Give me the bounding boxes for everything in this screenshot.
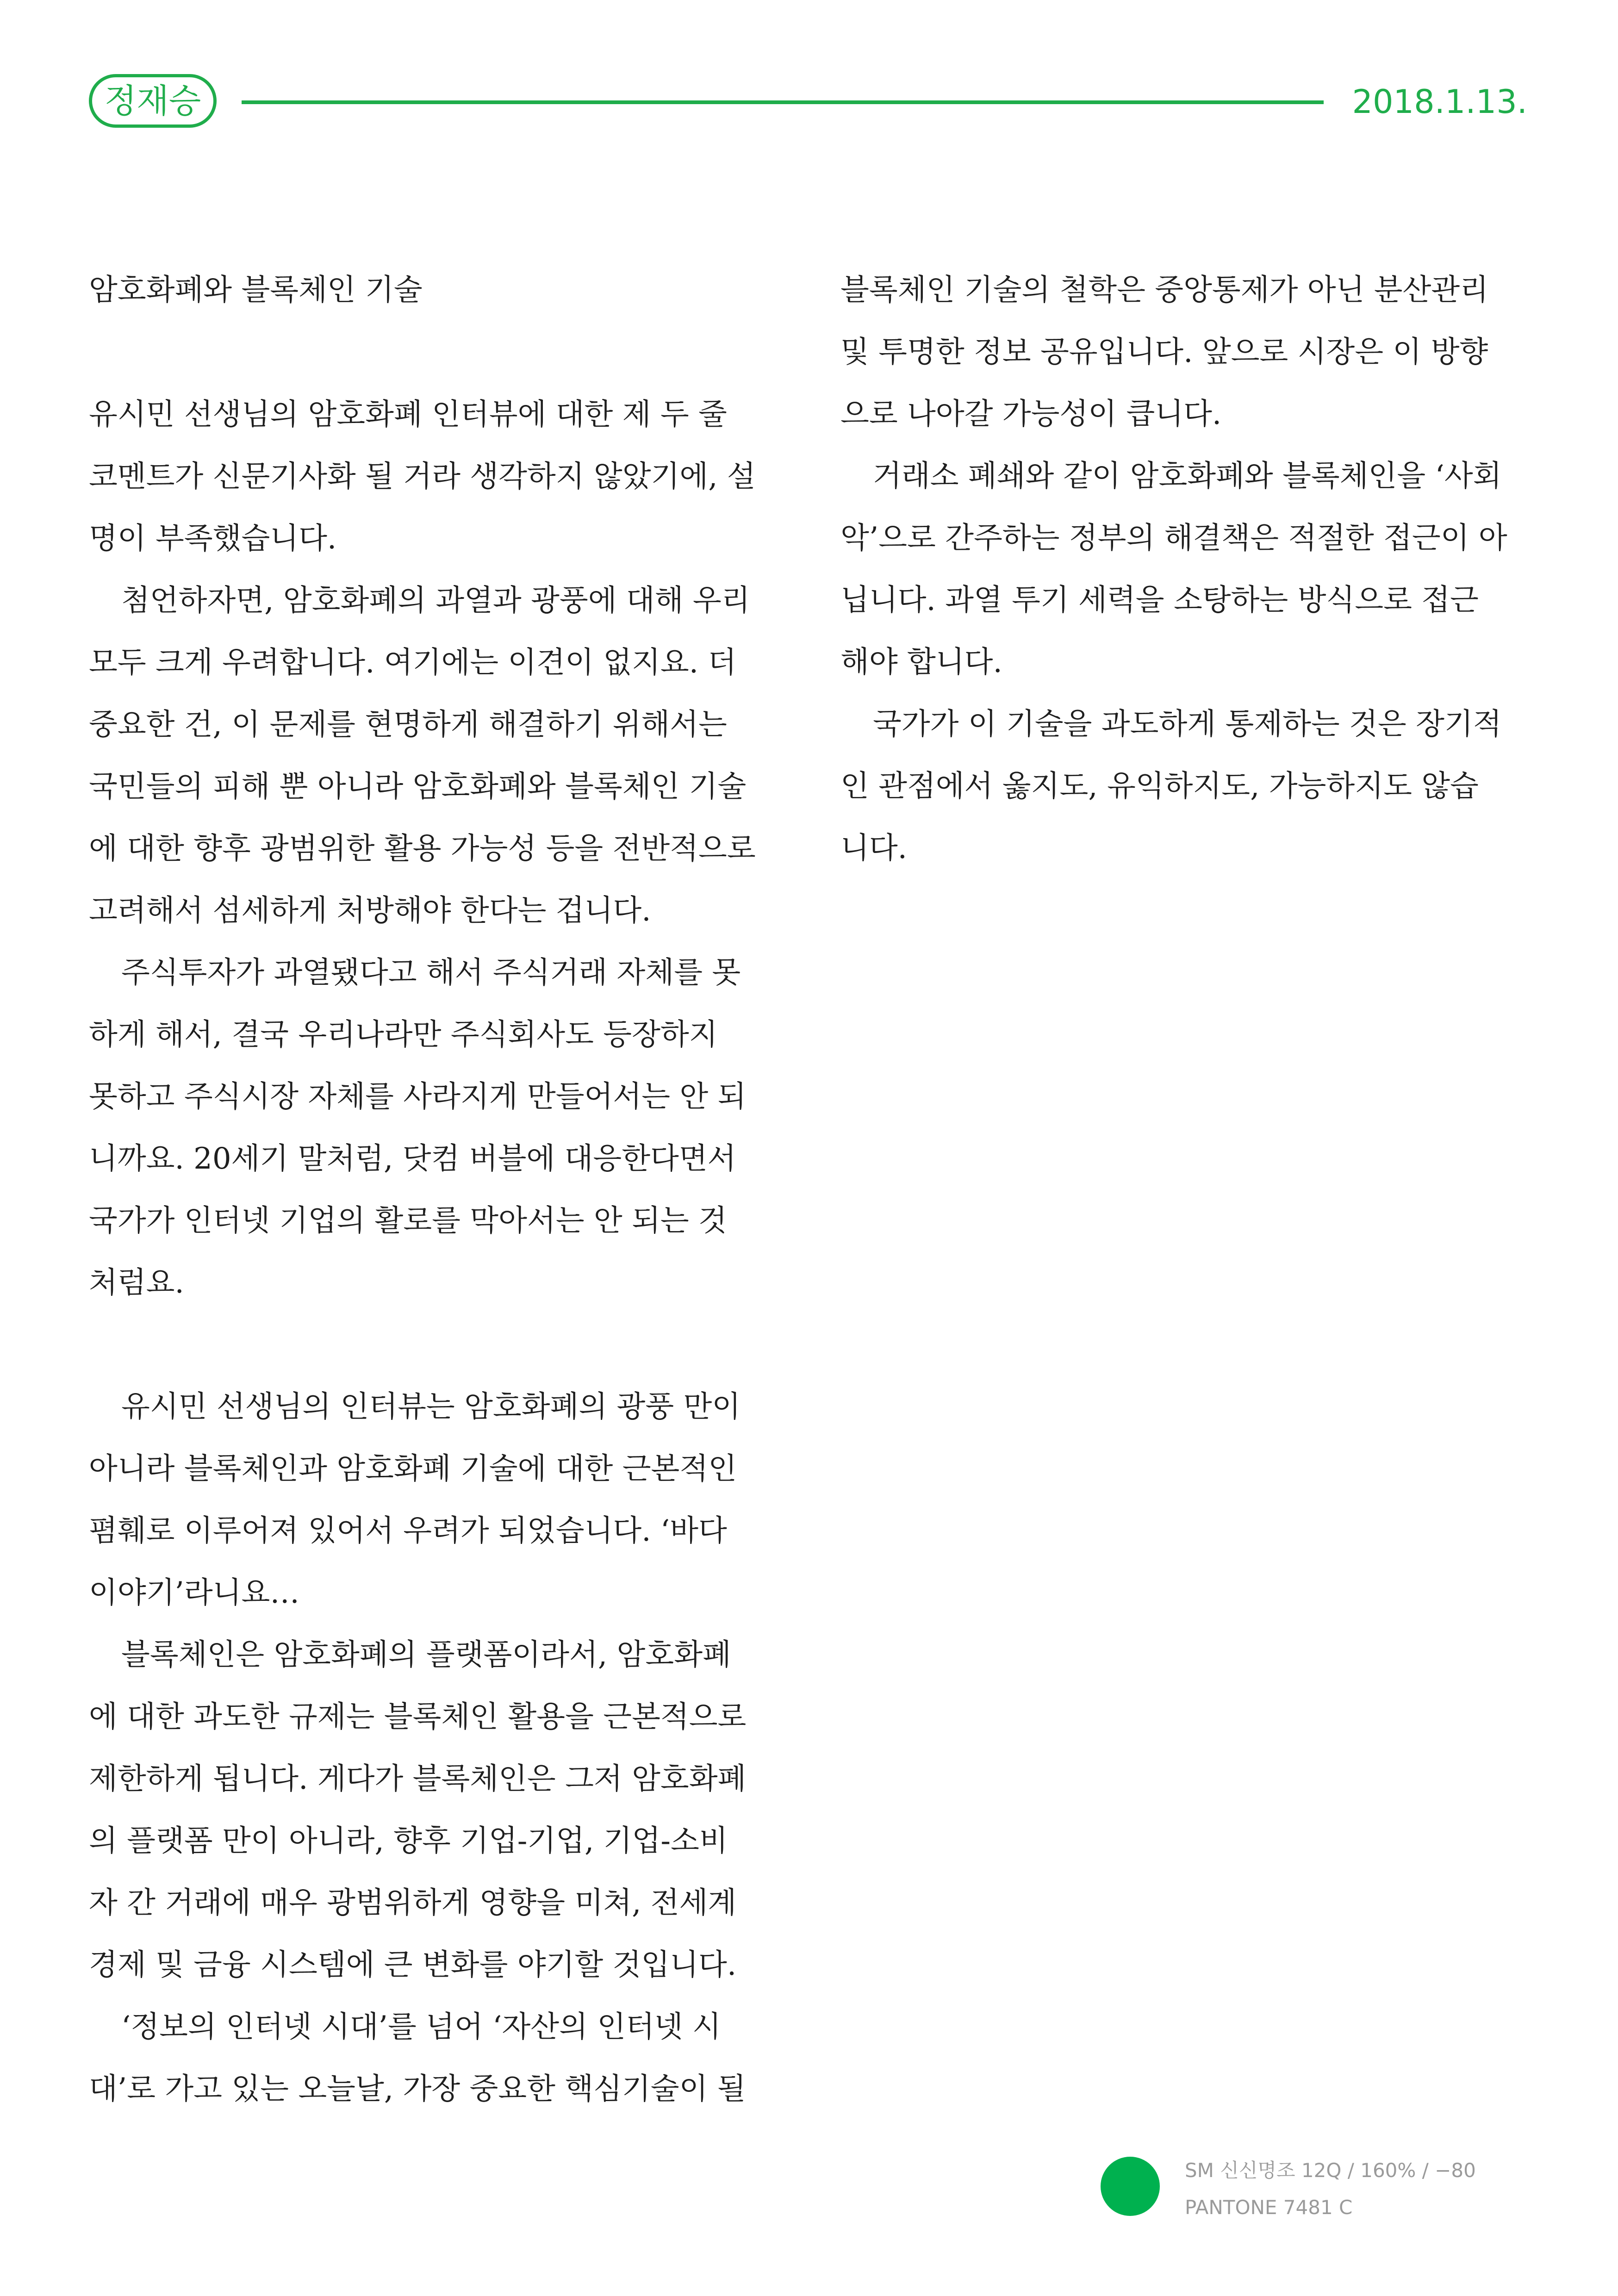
text-line: 하게 해서, 결국 우리나라만 주식회사도 등장하지 — [89, 1018, 718, 1052]
left-column — [89, 259, 789, 2120]
text-line: 폄훼로 이루어져 있어서 우려가 되었습니다. ‘바다 — [89, 1514, 727, 1548]
pantone-color-swatch — [1101, 2157, 1160, 2216]
text-line: 의 플랫폼 만이 아니라, 향후 기업-기업, 기업-소비 — [89, 1824, 728, 1858]
author-name: 정재승 — [104, 81, 201, 120]
text-line: 블록체인은 암호화폐의 플랫폼이라서, 암호화폐 — [121, 1638, 731, 1672]
text-line: 니까요. 20세기 말처럼, 닷컴 버블에 대응한다면서 — [89, 1142, 736, 1176]
header-divider — [242, 100, 1324, 104]
text-line: 경제 및 금융 시스템에 큰 변화를 야기할 것입니다. — [89, 1948, 737, 1982]
text-line: ‘정보의 인터넷 시대’를 넘어 ‘자산의 인터넷 시 — [121, 2010, 721, 2044]
text-line: 못하고 주식시장 자체를 사라지게 만들어서는 안 되 — [89, 1080, 747, 1114]
text-line: 닙니다. 과열 투기 세력을 소탕하는 방식으로 접근 — [840, 583, 1479, 617]
font-spec-caption: SM 신신명조 12Q / 160% / −80 — [1185, 2159, 1476, 2182]
text-line: 아니라 블록체인과 암호화폐 기술에 대한 근본적인 — [89, 1452, 737, 1486]
text-line: 에 대한 과도한 규제는 블록체인 활용을 근본적으로 — [89, 1700, 747, 1734]
right-column — [840, 259, 1530, 879]
text-line: 국가가 인터넷 기업의 활로를 막아서는 안 되는 것 — [89, 1204, 727, 1238]
text-line: 중요한 건, 이 문제를 현명하게 해결하기 위해서는 — [89, 708, 727, 742]
text-line: 니다. — [840, 831, 907, 865]
text-line: 자 간 거래에 매우 광범위하게 영향을 미쳐, 전세계 — [89, 1886, 737, 1920]
title-spacer — [89, 321, 789, 384]
author-badge — [89, 74, 217, 128]
text-line: 코멘트가 신문기사화 될 거라 생각하지 않았기에, 설 — [89, 460, 756, 494]
text-line: 첨언하자면, 암호화폐의 과열과 광풍에 대해 우리 — [121, 584, 750, 618]
text-line: 이야기’라니요… — [89, 1576, 300, 1610]
text-line: 에 대한 향후 광범위한 활용 가능성 등을 전반적으로 — [89, 832, 756, 866]
text-line: 고려해서 섬세하게 처방해야 한다는 겁니다. — [89, 894, 651, 928]
text-line: 으로 나아갈 가능성이 큽니다. — [840, 397, 1222, 431]
text-line: 인 관점에서 옳지도, 유익하지도, 가능하지도 않습 — [840, 769, 1479, 803]
text-line: 블록체인 기술의 철학은 중앙통제가 아닌 분산관리 — [840, 273, 1489, 307]
text-line: 해야 합니다. — [840, 645, 1002, 679]
date: 2018.1.13. — [1352, 83, 1527, 121]
text-line: 악’으로 간주하는 정부의 해결책은 적절한 접근이 아 — [840, 521, 1507, 555]
text-line: 모두 크게 우려합니다. 여기에는 이견이 없지요. 더 — [89, 646, 737, 680]
text-line: 유시민 선생님의 인터뷰는 암호화폐의 광풍 만이 — [121, 1390, 741, 1424]
article-title: 암호화폐와 블록체인 기술 — [89, 273, 423, 307]
text-line: 제한하게 됩니다. 게다가 블록체인은 그저 암호화폐 — [89, 1762, 747, 1796]
text-line: 대’로 가고 있는 오늘날, 가장 중요한 핵심기술이 될 — [89, 2072, 746, 2106]
text-line: 국민들의 피해 뿐 아니라 암호화폐와 블록체인 기술 — [89, 770, 747, 804]
text-line: 유시민 선생님의 암호화폐 인터뷰에 대한 제 두 줄 — [89, 398, 727, 432]
text-line: 처럼요. — [89, 1266, 184, 1300]
text-line: 주식투자가 과열됐다고 해서 주식거래 자체를 못 — [121, 956, 741, 990]
text-line: 국가가 이 기술을 과도하게 통제하는 것은 장기적 — [873, 707, 1502, 741]
text-line: 명이 부족했습니다. — [89, 522, 337, 556]
text-line: 및 투명한 정보 공유입니다. 앞으로 시장은 이 방향 — [840, 335, 1488, 369]
color-spec-caption: PANTONE 7481 C — [1185, 2196, 1353, 2219]
paragraph-spacer — [89, 1314, 789, 1376]
text-line: 거래소 폐쇄와 같이 암호화폐와 블록체인을 ‘사회 — [873, 459, 1502, 493]
